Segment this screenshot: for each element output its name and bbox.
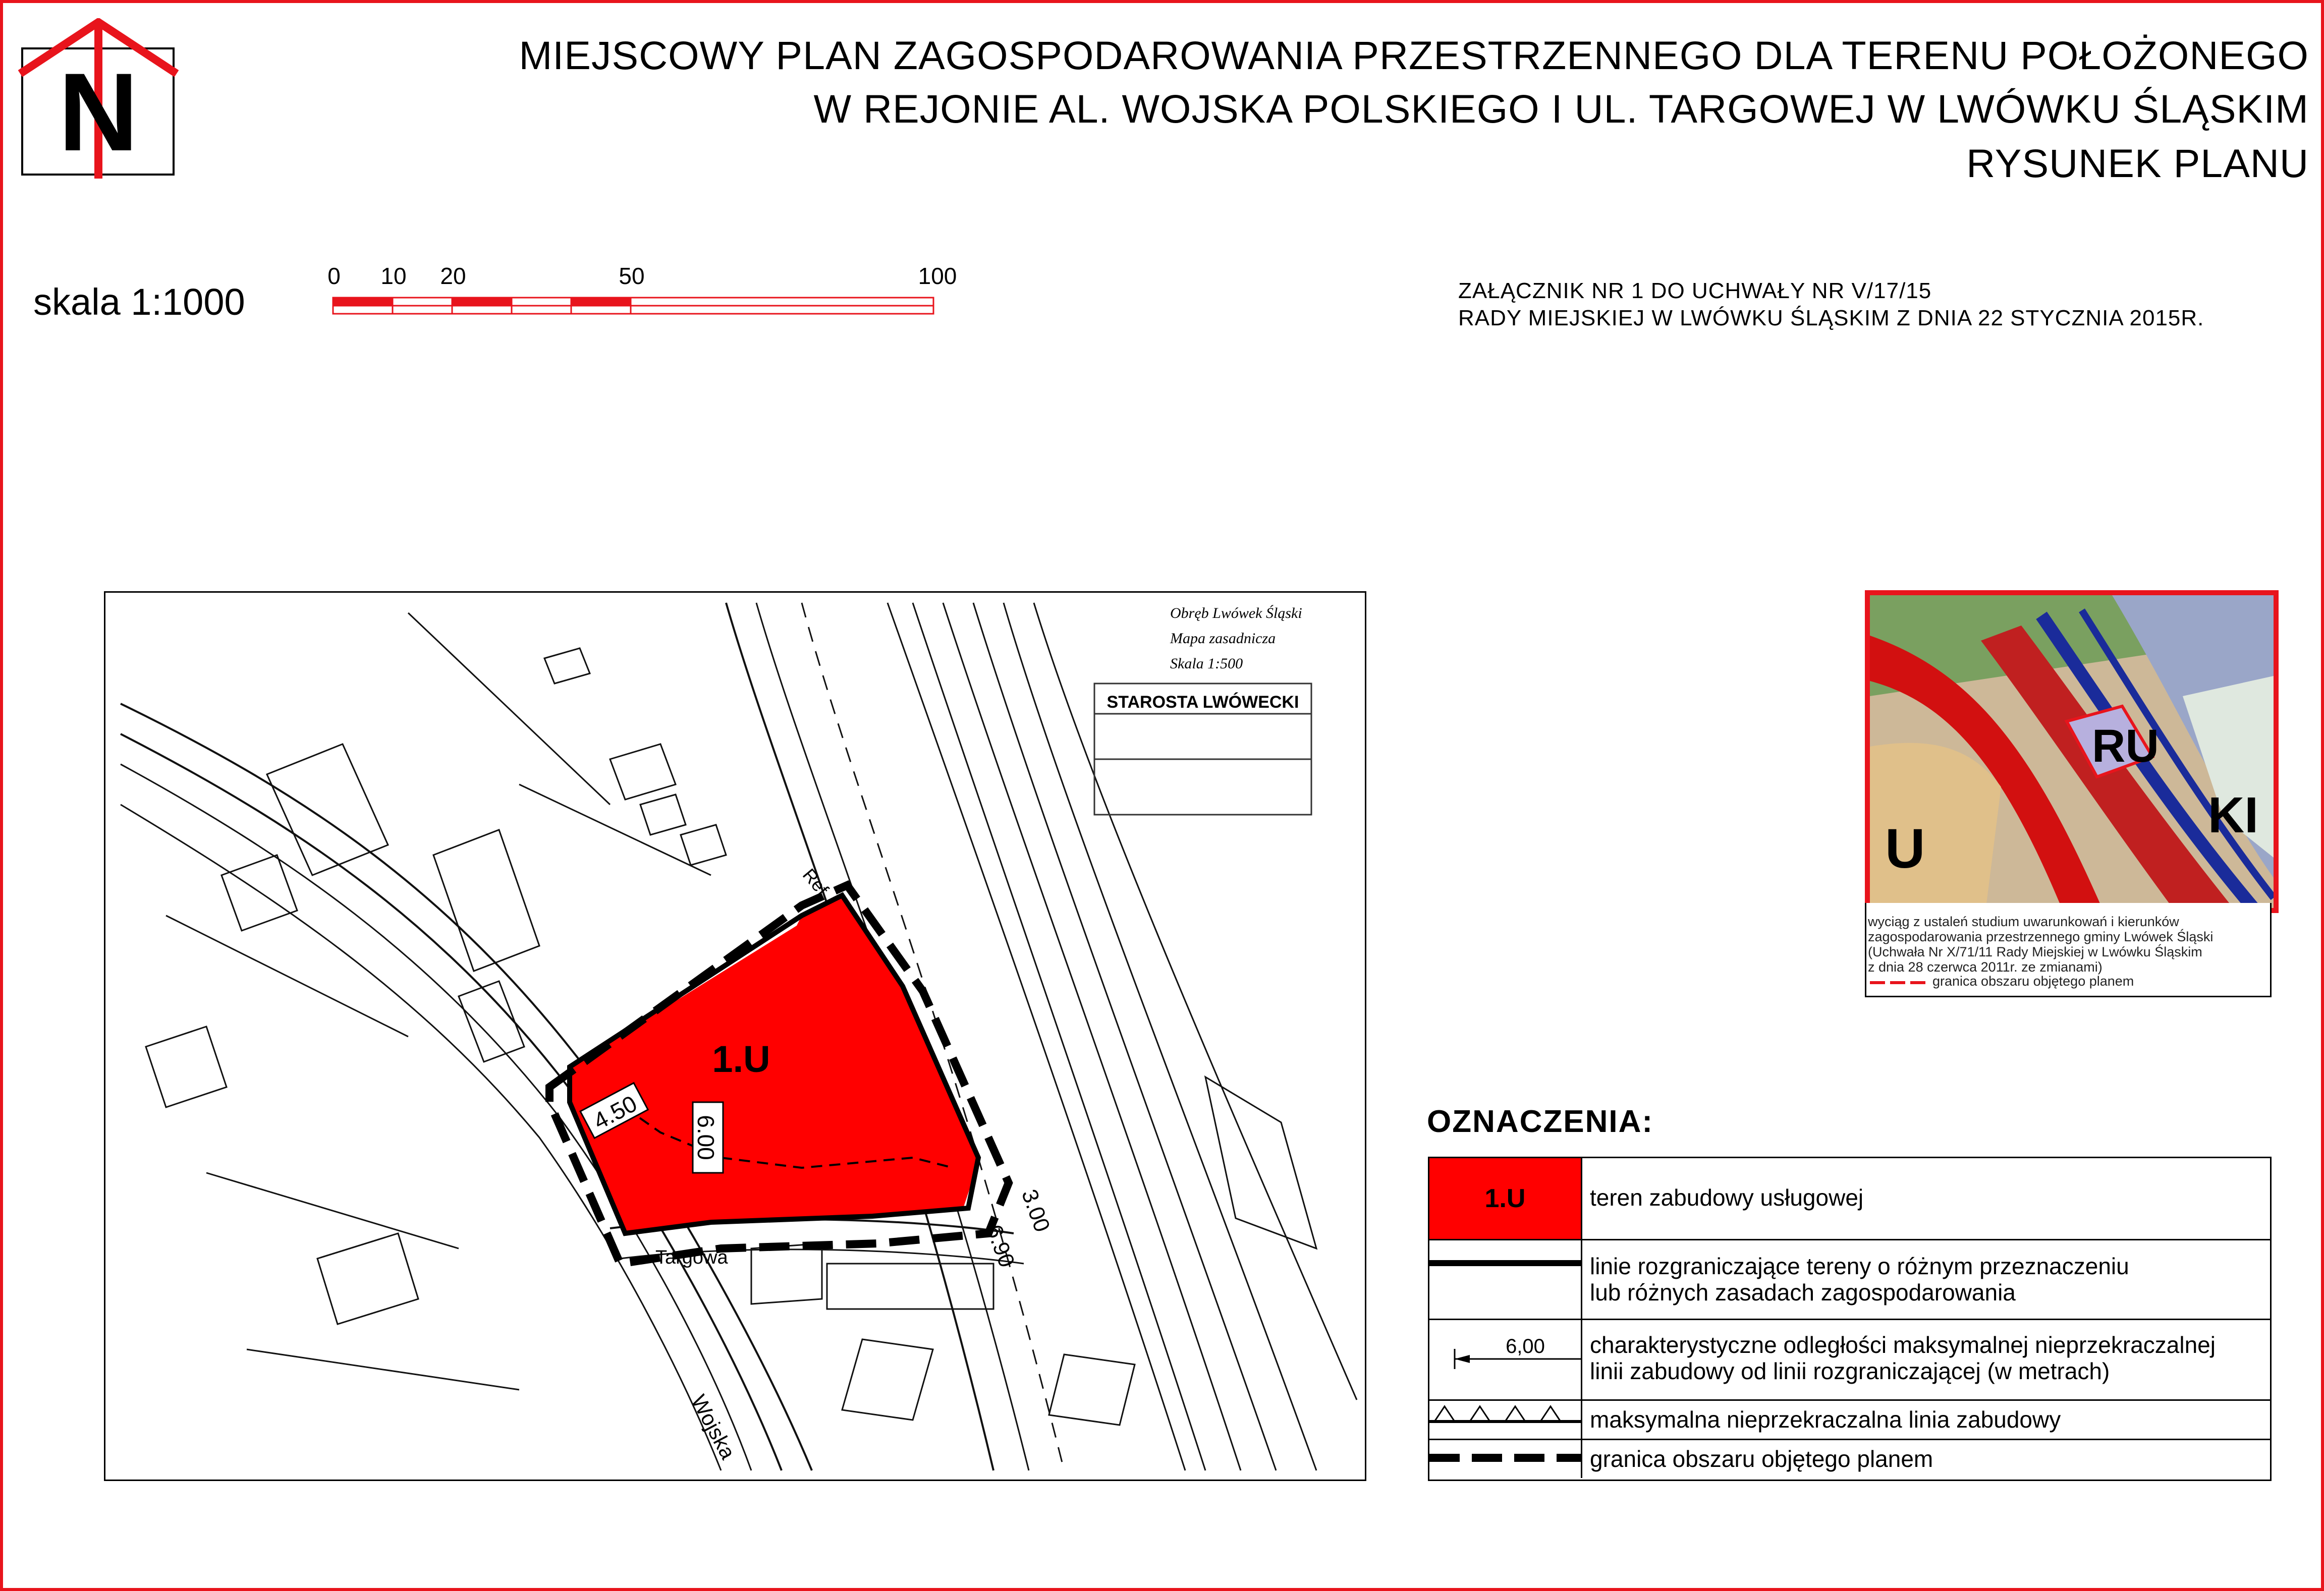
base-map (105, 593, 1365, 1480)
legend-zone-text: teren zabudowy usługowej (1590, 1184, 1864, 1211)
map-panel (104, 591, 1366, 1481)
stamp-header-1: Obręb Lwówek Śląski (1170, 605, 1302, 621)
legend-boundary-text-1: linie rozgraniczające tereny o różnym przeznaczeniu (1590, 1253, 2129, 1279)
annex-line-1: ZAŁĄCZNIK NR 1 DO UCHWAŁY NR V/17/15 (1458, 278, 1932, 303)
inset-label-right: KI (2208, 787, 2258, 843)
dim-label-b: 6.00 (693, 1115, 719, 1160)
legend-distance-symbol (1429, 1319, 1581, 1399)
dim-label-c: 3.00 (1016, 1186, 1055, 1235)
annex-line-2: RADY MIEJSKIEJ W LWÓWKU ŚLĄSKIM Z DNIA 22 STYCZNIA 2015R. (1458, 306, 2204, 330)
north-arrow (18, 18, 179, 179)
legend-title: OZNACZENIA: (1427, 1104, 1654, 1139)
legend-table (1428, 1157, 2272, 1481)
title-line-2: W REJONIE AL. WOJSKA POLSKIEGO I UL. TARGOWEJ W LWÓWKU ŚLĄSKIM (813, 86, 2309, 131)
legend-distance-text-2: linii zabudowy od linii rozgraniczającej (w metrach) (1590, 1358, 2110, 1384)
scale-tick-20: 20 (440, 263, 466, 289)
scale-label: skala 1:1000 (33, 281, 245, 323)
legend-building-line-symbol (1429, 1399, 1581, 1439)
zone-1u-fill (570, 895, 978, 1233)
scale-tick-10: 10 (380, 263, 407, 289)
title-line-1: MIEJSCOWY PLAN ZAGOSPODAROWANIA PRZESTRZENNEGO DLA TERENU POŁOŻONEGO (519, 33, 2309, 78)
street-label-ref: Ref (798, 864, 833, 900)
inset-caption-4: z dnia 28 czerwca 2011r. ze zmianami) (1868, 959, 2102, 975)
legend-distance-value: 6,00 (1506, 1335, 1545, 1357)
title-line-3: RYSUNEK PLANU (1966, 141, 2309, 186)
north-arrow-icon (18, 18, 179, 179)
inset-caption-3: (Uchwała Nr X/71/11 Rady Miejskiej w Lwówku Śląskim (1868, 944, 2202, 959)
inset-caption-5: granica obszaru objętego planem (1932, 974, 2134, 989)
inset-caption-1: wyciąg z ustaleń studium uwarunkowań i kierunków (1868, 914, 2179, 929)
zone-code-label: 1.U (712, 1038, 770, 1080)
inset-caption-2: zagospodarowania przestrzennego gminy Lwówek Śląski (1868, 929, 2214, 944)
scale-tick-50: 50 (619, 263, 645, 289)
stamp-header-2: Mapa zasadnicza (1170, 630, 1276, 647)
legend-row-boundary-lines (1429, 1239, 2270, 1320)
inset-boundary-symbol (1870, 978, 1930, 988)
scale-tick-0: 0 (327, 263, 341, 289)
legend-plan-boundary-symbol (1429, 1439, 1581, 1478)
inset-label-left: U (1885, 818, 1925, 880)
legend-row-zone (1429, 1158, 2270, 1240)
scale-bar (331, 294, 942, 319)
legend-boundary-line-symbol (1429, 1239, 1581, 1319)
scale-tick-100: 100 (918, 263, 957, 289)
street-label-wojska: Wojska (687, 1391, 740, 1463)
stamp-header-3: Skala 1:500 (1170, 655, 1243, 672)
inset-map (1870, 595, 2274, 908)
legend-plan-boundary-text: granica obszaru objętego planem (1590, 1446, 1933, 1472)
dim-label-d: 6.90 (981, 1221, 1020, 1271)
legend-building-line-text: maksymalna nieprzekraczalna linia zabudowy (1590, 1406, 2061, 1433)
legend-zone-code: 1.U (1484, 1184, 1526, 1213)
street-label-targowa: Targowa (655, 1247, 728, 1268)
north-letter: N (58, 50, 139, 174)
legend-boundary-text-2: lub różnych zasadach zagospodarowania (1590, 1279, 2016, 1305)
inset-label-zone: RU (2092, 720, 2159, 772)
study-inset (1865, 590, 2279, 913)
legend-row-distance (1429, 1319, 2270, 1401)
legend-row-building-line (1429, 1399, 2270, 1440)
stamp-title: STAROSTA LWÓWECKI (1106, 693, 1299, 712)
dim-label-a: 4.50 (589, 1090, 641, 1134)
legend-row-plan-boundary (1429, 1439, 2270, 1478)
legend-distance-text-1: charakterystyczne odległości maksymalnej nieprzekraczalnej (1590, 1332, 2216, 1358)
